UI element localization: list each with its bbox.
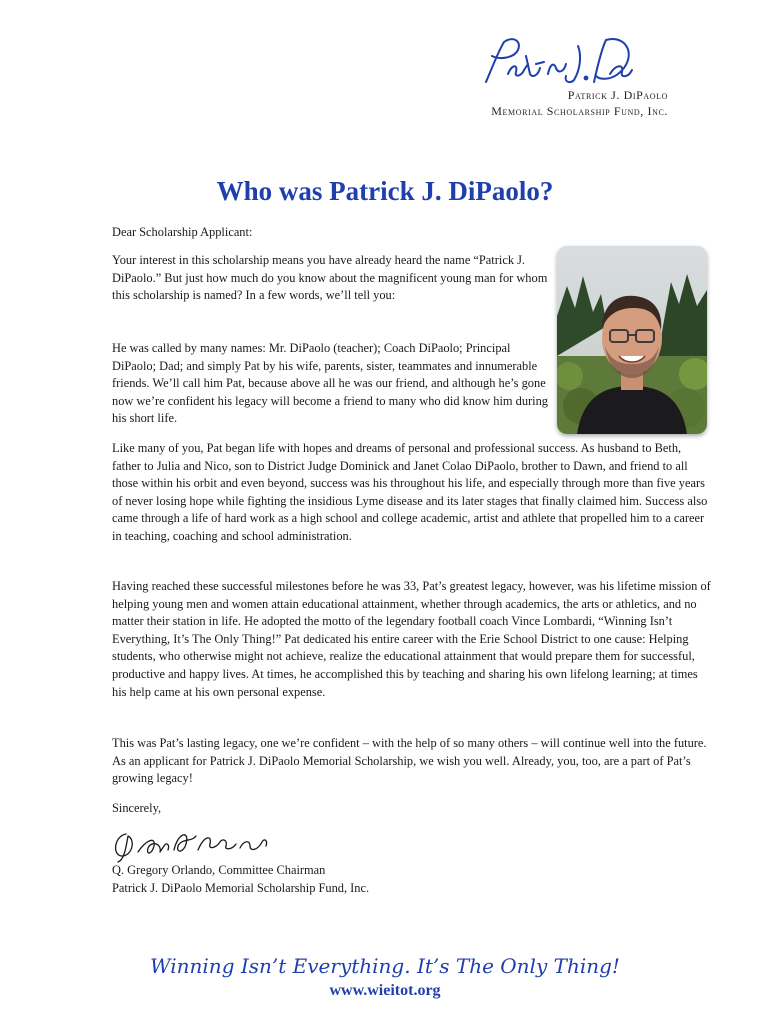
handwritten-signature — [112, 826, 272, 864]
page-title: Who was Patrick J. DiPaolo? — [216, 176, 554, 206]
paragraph-3: Like many of you, Pat began life with hopes and dreams of personal and professional success. As husband to Beth, father to Julia and Nico, son to District Judge Dominick and Janet Colao DiPaolo, brother to Dawn, and friend to all those within his orbit and even beyond, success was his throughout his life, and especially through more than five years of never losing hope while fighting the insidious Lyme disease and its later stages that finally claimed him. Success also came through a life of hard work as a high school and college academic, artist and athlete that propelled him to a career in teaching, coaching and school administration. — [112, 441, 708, 543]
org-name-line1: Patrick J. DiPaolo — [567, 88, 668, 102]
signer-name: Q. Gregory Orlando, Committee Chairman — [112, 863, 326, 877]
footer-website-link[interactable]: www.wieitot.org — [329, 982, 441, 999]
portrait-photo — [557, 246, 707, 434]
signature-logo — [478, 34, 638, 88]
signer-organization: Patrick J. DiPaolo Memorial Scholarship Fund, Inc. — [112, 881, 370, 895]
paragraph-5: This was Pat’s lasting legacy, one we’re confident – with the help of so many others – will continue well into the future. As an applicant for Patrick J. DiPaolo Memorial Scholarship, we wish you well. Already, you, too, are a part of Pat’s growing legacy! — [112, 736, 707, 786]
letterhead — [450, 34, 710, 124]
paragraph-1: Your interest in this scholarship means you have already heard the name “Patrick J. DiPaolo.” But just how much do you know about the magnificent young man for whom this scholarship is named? In a few words, we’ll tell you: — [112, 253, 548, 303]
salutation: Dear Scholarship Applicant: — [112, 225, 253, 239]
paragraph-4: Having reached these successful milestones before he was 33, Pat’s greatest legacy, however, was his lifetime mission of helping young men and women attain educational attainment, whether through academics, the arts or athletics, and no matter their station in life. He adopted the motto of the legendary football coach Vince Lombardi, “Winning Isn’t Everything, It’s The Only Thing!” Pat dedicated his entire career with the Erie School District to one cause: Helping students, who otherwise might not achieve, realize the educational attainment that would prepare them for successful, productive and happy lives. At times, he accomplished this by teaching and sharing his own lifelong learning; at times his help came at his own personal expense. — [112, 579, 711, 699]
org-name-line2: Memorial Scholarship Fund, Inc. — [491, 104, 668, 118]
paragraph-2: He was called by many names: Mr. DiPaolo (teacher); Coach DiPaolo; Principal DiPaolo; Dad; and simply Pat by his wife, parents, sister, teammates and innumerable friends. We’ll call him Pat, because above all he was our friend, and although he’s gone now we’re confident his legacy will become a friend to many who did know him during his short life. — [112, 341, 548, 426]
footer-motto: Winning Isn’t Everything. It’s The Only Thing! — [150, 954, 620, 978]
closing: Sincerely, — [112, 801, 162, 815]
